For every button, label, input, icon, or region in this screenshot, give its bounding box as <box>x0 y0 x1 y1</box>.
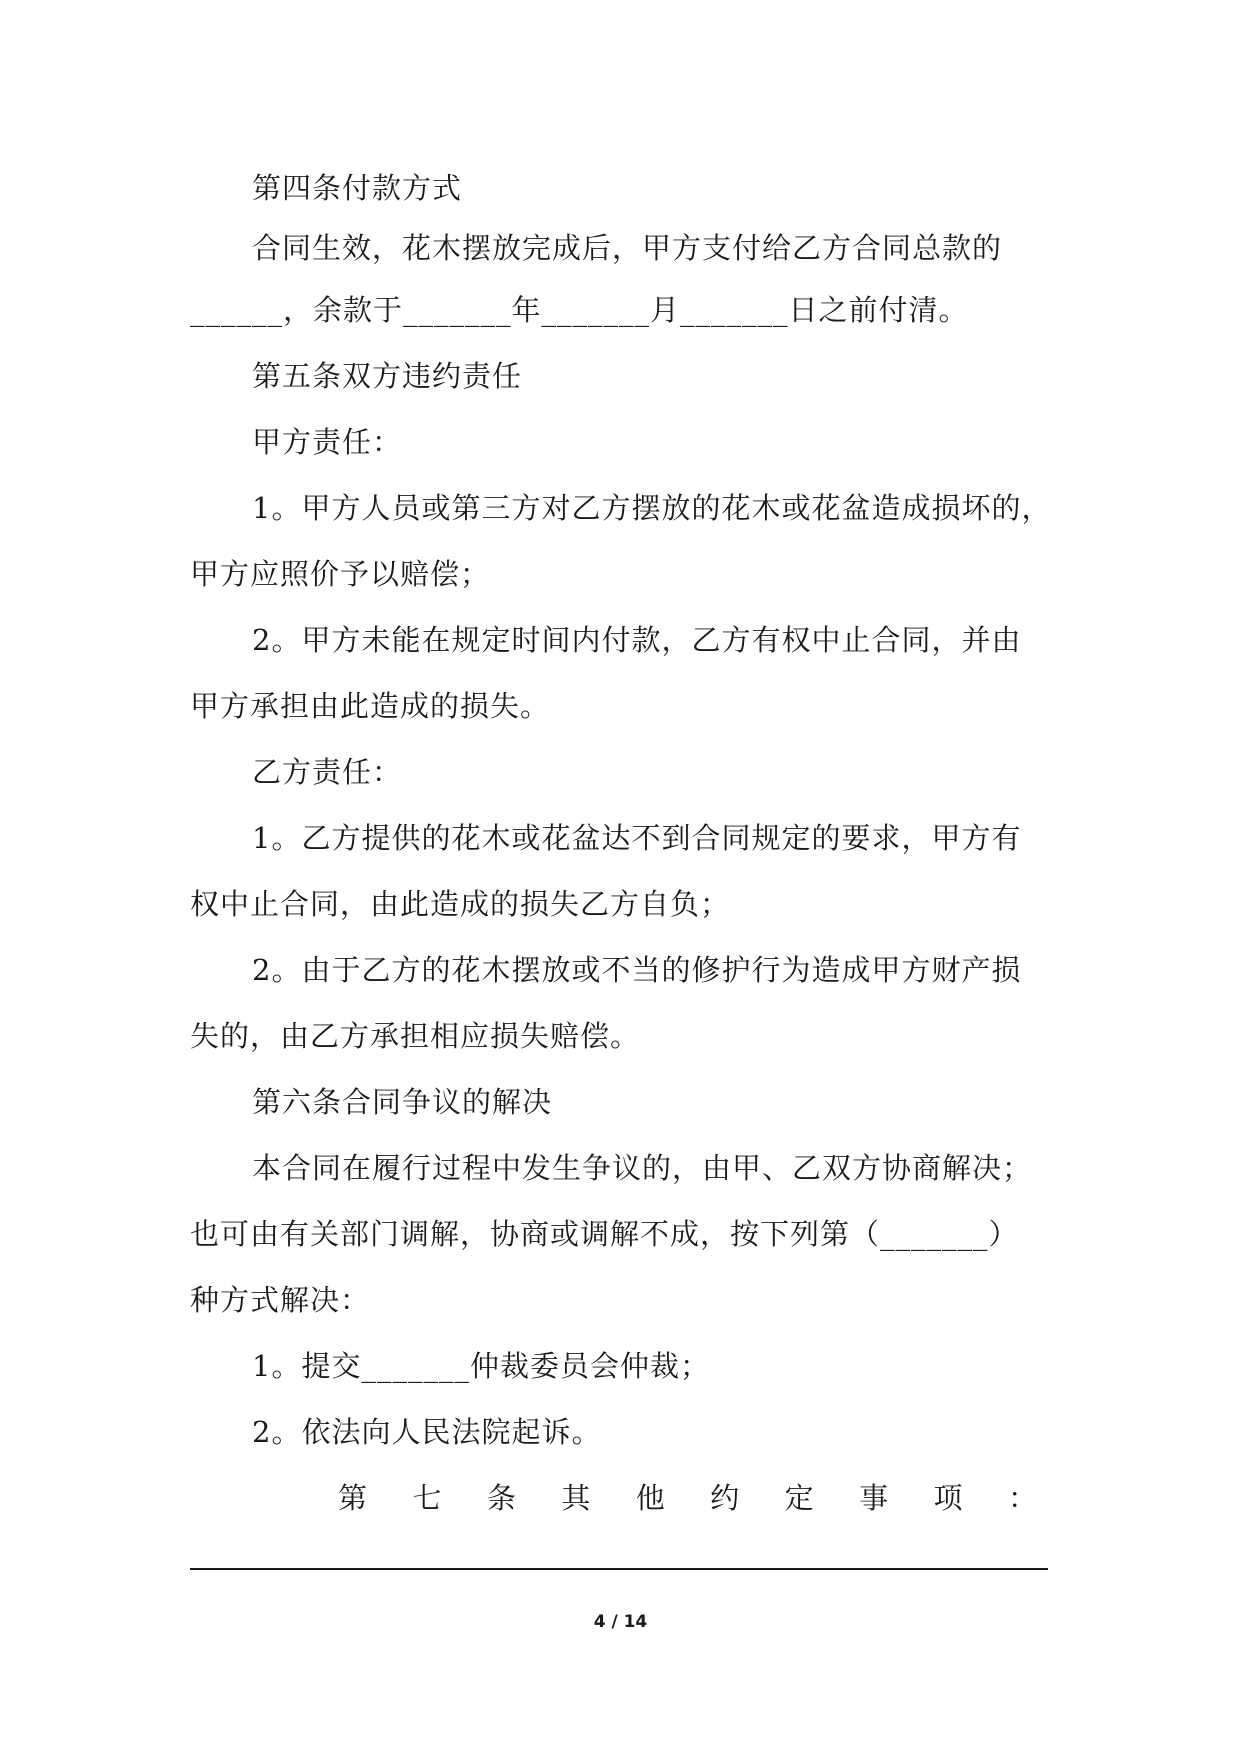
heading-char: 约 <box>710 1481 741 1515</box>
paragraph-line: 甲方承担由此造成的损失。 <box>190 689 551 723</box>
paragraph-line: 权中止合同，由此造成的损失乙方自负； <box>190 887 731 921</box>
blank-fill-line <box>190 1568 1048 1570</box>
paragraph-line: ______，余款于_______年_______月_______日之前付清。 <box>190 293 969 327</box>
paragraph-line: 本合同在履行过程中发生争议的，由甲、乙双方协商解决； <box>252 1151 1033 1185</box>
paragraph-line: 1。提交_______仲裁委员会仲裁； <box>252 1349 710 1383</box>
paragraph-line: 2。由于乙方的花木摆放或不当的修护行为造成甲方财产损 <box>252 953 1022 987</box>
heading-char: 第 <box>338 1481 369 1515</box>
party-b-heading: 乙方责任： <box>252 755 403 789</box>
paragraph-line: 也可由有关部门调解，协商或调解不成，按下列第（_______） <box>190 1217 1019 1251</box>
paragraph-line: 合同生效，花木摆放完成后，甲方支付给乙方合同总款的 <box>252 231 1003 265</box>
heading-char: 条 <box>486 1481 517 1515</box>
page-number: 4 / 14 <box>593 1612 648 1632</box>
party-a-heading: 甲方责任： <box>252 425 403 459</box>
paragraph-line: 甲方应照价予以赔偿； <box>190 557 491 591</box>
heading-char: 定 <box>784 1481 815 1515</box>
heading-char: 其 <box>561 1481 592 1515</box>
paragraph-line: 失的，由乙方承担相应损失赔偿。 <box>190 1019 641 1053</box>
article-4-heading: 第四条付款方式 <box>252 171 463 205</box>
paragraph-line: 1。乙方提供的花木或花盆达不到合同规定的要求，甲方有 <box>252 821 1022 855</box>
paragraph-line: 2。甲方未能在规定时间内付款，乙方有权中止合同，并由 <box>252 623 1022 657</box>
paragraph-line: 1。甲方人员或第三方对乙方摆放的花木或花盆造成损坏的， <box>252 491 1052 525</box>
heading-char: 七 <box>412 1481 443 1515</box>
heading-char: 事 <box>859 1481 890 1515</box>
paragraph-line: 2。依法向人民法院起诉。 <box>252 1415 602 1449</box>
heading-char: 他 <box>635 1481 666 1515</box>
heading-char: ： <box>1007 1481 1038 1515</box>
article-6-heading: 第六条合同争议的解决 <box>252 1085 553 1119</box>
article-5-heading: 第五条双方违约责任 <box>252 359 523 393</box>
heading-char: 项 <box>933 1481 964 1515</box>
article-7-heading <box>338 1478 1038 1518</box>
paragraph-line: 种方式解决： <box>190 1283 371 1317</box>
